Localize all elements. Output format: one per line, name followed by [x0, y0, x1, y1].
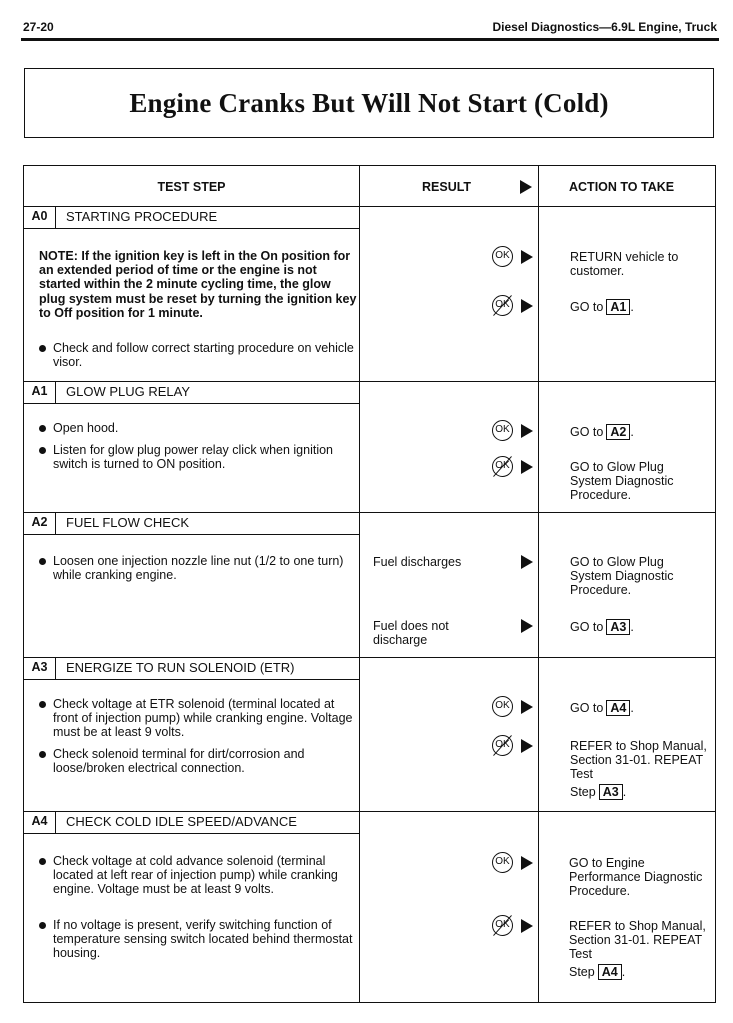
page-number: 27-20: [23, 20, 54, 34]
step-reference: A4: [598, 964, 622, 980]
page-header: [21, 18, 719, 41]
column-header-test-step: TEST STEP: [157, 179, 226, 194]
list-item: Check and follow correct starting procedure on vehicle visor.: [39, 341, 358, 369]
step-title-divider: [24, 403, 360, 404]
list-item: Listen for glow plug power relay click when ignition switch is turned to ON position.: [39, 443, 358, 471]
action-text: GO to A2 .: [570, 425, 634, 439]
step-reference: A4: [606, 700, 630, 716]
action-text: REFER to Shop Manual, Section 31-01. REPEAT Test Step A3 .: [570, 739, 715, 800]
step-reference: A2: [606, 424, 630, 440]
action-text: GO to Engine Performance Diagnostic Procedure.: [569, 856, 703, 899]
arrow-right-icon: [521, 856, 533, 870]
not-ok-icon: OK: [492, 456, 513, 477]
list-item: Check solenoid terminal for dirt/corrosion and loose/broken electrical connection.: [39, 747, 358, 775]
result-text: Fuel does not discharge: [373, 619, 449, 648]
step-title-divider: [24, 228, 360, 229]
arrow-right-icon: [521, 299, 533, 313]
action-label: GO to: [570, 300, 604, 314]
arrow-right-icon: [521, 739, 533, 753]
arrow-right-icon: [520, 180, 532, 194]
list-item: Loosen one injection nozzle line nut (1/2 to one turn) while cranking engine.: [39, 554, 358, 582]
list-item: Check voltage at ETR solenoid (terminal located at front of injection pump) while cranking engine. Voltage must be at least 9 volts.: [39, 697, 358, 740]
action-text: REFER to Shop Manual, Section 31-01. REPEAT Test Step A4 .: [569, 919, 714, 980]
title-box: [24, 68, 714, 138]
step-title-divider: [24, 534, 360, 535]
column-divider: [538, 166, 539, 1002]
step-reference: A1: [606, 299, 630, 315]
step-note: NOTE: If the ignition key is left in the On position for an extended period of time or the engine is not started within the 2 minute cycling time, the glow plug system must be reset by turning the ignition key to Off position for 1 minute.: [39, 249, 357, 320]
step-code: A2: [24, 512, 56, 534]
column-divider: [359, 166, 360, 1002]
step-title: FUEL FLOW CHECK: [66, 515, 190, 530]
not-ok-icon: OK: [492, 295, 513, 316]
step-code: A1: [24, 381, 56, 403]
step-reference: A3: [599, 784, 623, 800]
column-header-result: RESULT: [422, 179, 472, 194]
action-label: REFER to Shop Manual, Section 31-01. REPEAT Test: [569, 919, 706, 962]
action-text: GO to A3 .: [570, 620, 634, 634]
step-label: Step: [569, 964, 595, 979]
page-title: Engine Cranks But Will Not Start (Cold): [129, 87, 609, 118]
list-item: Open hood.: [39, 421, 358, 435]
step-title-divider: [24, 679, 360, 680]
step-title: STARTING PROCEDURE: [66, 209, 218, 224]
step-code: A3: [24, 657, 56, 679]
action-text: GO to Glow Plug System Diagnostic Procedure.: [570, 555, 674, 598]
list-item: Check voltage at cold advance solenoid (terminal located at left rear of injection pump) while cranking engine. Voltage must be at least 9 volts.: [39, 854, 358, 897]
step-title: GLOW PLUG RELAY: [66, 384, 191, 399]
result-text: Fuel discharges: [373, 555, 462, 569]
ok-icon: OK: [492, 696, 513, 717]
column-header-action: ACTION TO TAKE: [569, 179, 675, 194]
step-title: ENERGIZE TO RUN SOLENOID (ETR): [66, 660, 295, 675]
action-label: GO to: [570, 620, 604, 634]
arrow-right-icon: [521, 460, 533, 474]
arrow-right-icon: [521, 919, 533, 933]
not-ok-icon: OK: [492, 735, 513, 756]
ok-icon: OK: [492, 246, 513, 267]
action-label: GO to: [570, 425, 604, 439]
running-title: Diesel Diagnostics—6.9L Engine, Truck: [492, 20, 717, 34]
action-label: REFER to Shop Manual, Section 31-01. REPEAT Test: [570, 739, 707, 782]
diagnostic-table: [23, 165, 716, 1003]
step-label: Step: [570, 784, 596, 799]
action-text: GO to Glow Plug System Diagnostic Procedure.: [570, 460, 674, 503]
arrow-right-icon: [521, 424, 533, 438]
step-title: CHECK COLD IDLE SPEED/ADVANCE: [66, 814, 297, 829]
not-ok-icon: OK: [492, 915, 513, 936]
arrow-right-icon: [521, 250, 533, 264]
action-text: GO to A4 .: [570, 701, 634, 715]
action-text: RETURN vehicle to customer.: [570, 250, 679, 279]
arrow-right-icon: [521, 555, 533, 569]
arrow-right-icon: [521, 700, 533, 714]
ok-icon: OK: [492, 420, 513, 441]
arrow-right-icon: [521, 619, 533, 633]
step-reference: A3: [606, 619, 630, 635]
step-title-divider: [24, 833, 360, 834]
list-item: If no voltage is present, verify switching function of temperature sensing switch located behind thermostat housing.: [39, 918, 358, 961]
step-code: A0: [24, 206, 56, 228]
step-code: A4: [24, 811, 56, 833]
action-label: GO to: [570, 701, 604, 715]
ok-icon: OK: [492, 852, 513, 873]
action-text: GO to A1 .: [570, 300, 634, 314]
